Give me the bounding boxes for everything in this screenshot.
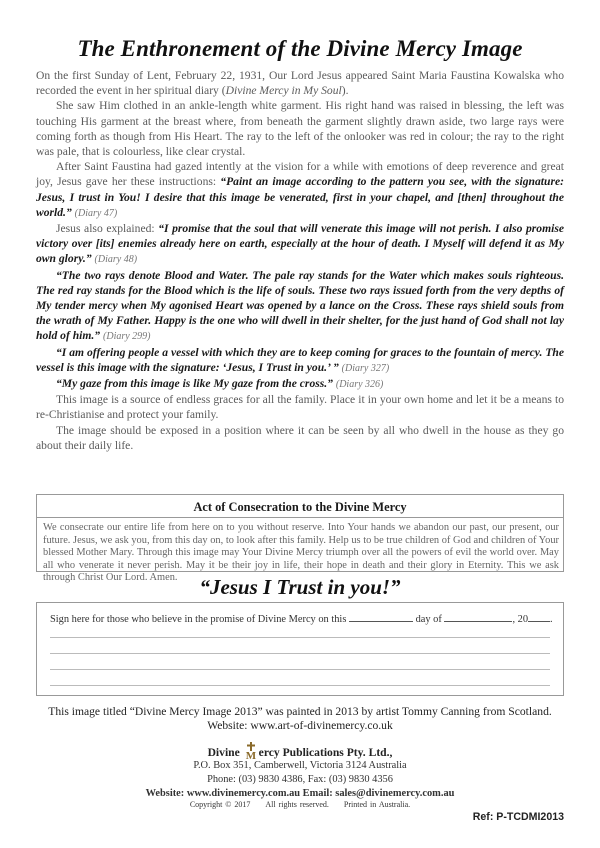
signature-prompt xyxy=(50,612,553,625)
signature-box xyxy=(36,602,564,696)
artist-website[interactable]: Website: www.art-of-divinemercy.co.uk xyxy=(207,719,393,732)
quote: “The two rays denote Blood and Water. The pale ray stands for the Water which makes souls righteous. The red ray stands for the Blood which is the life of souls. These two rays issued forth from the very depths of My tender mercy when My agonised Heart was opened by a lance on the Cross. These rays shield souls from the wrath of My Father. Happy is the one who will dwell in their shelter, for the just hand of God shall not lay hold of him.” xyxy=(36,268,564,343)
paragraph-graces: This image is a source of endless graces for all the family. Place it in your own home and let it be a means to re-Christianise and protect your family. xyxy=(36,393,564,422)
paragraph-text: Jesus also explained: xyxy=(56,222,159,236)
diary-citation: (Diary 47) xyxy=(74,207,118,219)
paragraph-exposition: The image should be exposed in a position where it can be seen by all who dwell in the house as they go about their daily life. xyxy=(36,423,564,452)
month-field[interactable] xyxy=(444,612,512,622)
quote: “I promise that the soul that will venerate this image will not perish. I also promise victory over [its] enemies already here on earth, especially at the hour of death. I Myself will defend it as My own glory.” xyxy=(36,222,565,266)
signature-line[interactable] xyxy=(50,637,550,638)
publisher-name-part: Divine xyxy=(207,746,243,759)
diary-citation: (Diary 299) xyxy=(103,331,151,343)
consecration-box xyxy=(36,494,564,584)
paragraph-rays xyxy=(36,268,564,345)
quote: “I am offering people a vessel with which they are to keep coming for graces to the fountain of mercy. The vessel is this image with the signature: ‘Jesus, I Trust in you.’ ” xyxy=(36,345,564,374)
paragraph-intro xyxy=(36,68,564,98)
signature-day-text: day of xyxy=(415,614,442,625)
publisher-name-part: ercy Publications Pty. Ltd., xyxy=(258,746,393,759)
reference-code: Ref: P-TCDMI2013 xyxy=(472,811,564,823)
image-credit: This image titled “Divine Mercy Image 2013” was painted in 2013 by artist Tommy Canning from Scotland. xyxy=(48,705,552,718)
quote: “Paint an image according to the pattern you see, with the signature: Jesus, I trust in You! I desire that this image be venerated, first in your chapel, and [then] throughout the world.” xyxy=(36,175,564,219)
paragraph-text: After Saint Faustina had gazed intently at the vision for a while with emotions of deep reverence and great joy, Jesus gave her these instructions: xyxy=(36,160,564,189)
day-field[interactable] xyxy=(349,612,413,622)
signature-year-text: , 20 xyxy=(512,614,529,625)
copyright-line xyxy=(0,800,600,809)
copyright: Copyright © 2017 xyxy=(189,800,251,809)
paragraph-text: ). xyxy=(341,84,349,98)
paragraph-vision: She saw Him clothed in an ankle-length white garment. His right hand was raised in blessing, the left was touching His garment at the breast where, from beneath the garment slightly drawn aside, two large rays were coming forth as though from His Heart. The ray to the left of the onlooker was red in colour; the ray to the right was pale, that is colourless, like clear crystal. xyxy=(36,99,564,159)
diary-title: Divine Mercy in My Soul xyxy=(225,84,342,98)
signature-line[interactable] xyxy=(50,669,550,670)
trust-heading: “Jesus I Trust in you!” xyxy=(199,575,401,599)
rights: All rights reserved. xyxy=(265,800,329,809)
page-title: The Enthronement of the Divine Mercy Image xyxy=(77,36,523,61)
publisher-address: P.O. Box 351, Camberwell, Victoria 3124 Australia xyxy=(193,760,407,771)
publisher-name xyxy=(0,742,600,760)
consecration-title: Act of Consecration to the Divine Mercy xyxy=(193,500,407,514)
publisher-phone: Phone: (03) 9830 4386, Fax: (03) 9830 4356 xyxy=(207,774,393,785)
printed-in: Printed in Australia. xyxy=(343,800,411,809)
signature-line[interactable] xyxy=(50,653,550,654)
publisher-web-email[interactable]: Website: www.divinemercy.com.au Email: sales@divinemercy.com.au xyxy=(145,788,455,799)
quote: “My gaze from this image is like My gaze from the cross.” xyxy=(56,377,333,391)
diary-citation: (Diary 327) xyxy=(341,362,390,374)
signature-lead-text: Sign here for those who believe in the promise of Divine Mercy on this xyxy=(50,614,349,625)
body-text xyxy=(36,68,564,453)
paragraph-text: On the first Sunday of Lent, February 22, 1931, Our Lord Jesus appeared Saint Maria Faustina Kowalska who recorded the event in her spiritual diary ( xyxy=(36,69,564,98)
paragraph-gaze xyxy=(36,376,564,392)
signature-line[interactable] xyxy=(50,685,550,686)
consecration-text: We consecrate our entire life from here on to you without reserve. Into Your hands we abandon our past, our present, our future. Jesus, we ask you, from this day on, to look after this family. Help us to be true children of God and children of Your blessed Mother Mary. Through this image may Your Divine Mercy triumph over all the powers of evil the world over. May all who venerate it never perish. May it be their joy in life, their hope in death and their glory in Eternity. This we ask through Christ Our Lord. Amen. xyxy=(43,522,559,584)
diary-citation: (Diary 326) xyxy=(335,379,384,391)
svg-text:M: M xyxy=(245,750,256,760)
divider xyxy=(37,517,563,518)
diary-citation: (Diary 48) xyxy=(94,254,138,266)
paragraph-promise xyxy=(36,221,564,268)
paragraph-instructions xyxy=(36,159,564,221)
divine-mercy-logo-icon xyxy=(244,742,258,760)
year-field[interactable] xyxy=(528,612,550,622)
signature-end-text: . xyxy=(550,614,553,625)
paragraph-vessel xyxy=(36,345,564,376)
